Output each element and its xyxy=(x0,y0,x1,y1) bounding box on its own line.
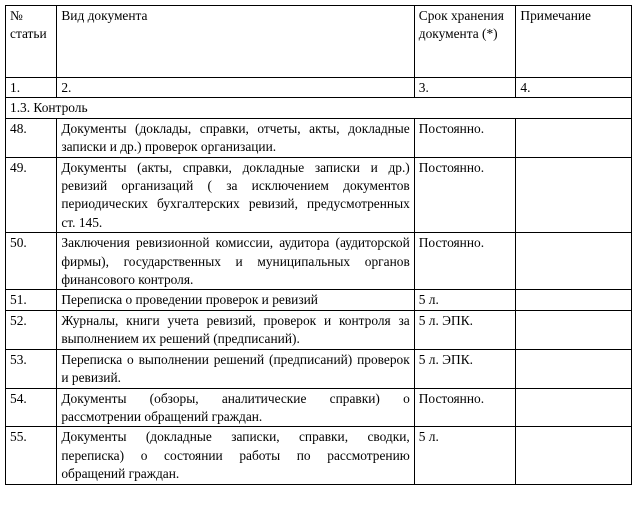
column-number-2: 2. xyxy=(57,78,414,98)
retention-term-cell: 5 л. ЭПК. xyxy=(414,310,516,349)
header-row xyxy=(6,6,632,78)
header-retention-term: Срок хранения документа (*) xyxy=(414,6,516,78)
header-note: Примечание xyxy=(516,6,632,78)
article-number-cell: 51. xyxy=(6,290,57,310)
note-cell xyxy=(516,157,632,233)
table-row xyxy=(6,388,632,427)
article-number-cell: 50. xyxy=(6,233,57,290)
article-number-cell: 53. xyxy=(6,349,57,388)
retention-term-cell: 5 л. xyxy=(414,427,516,484)
article-number-cell: 48. xyxy=(6,118,57,157)
table-row xyxy=(6,349,632,388)
table-row xyxy=(6,157,632,233)
retention-term-cell: 5 л. xyxy=(414,290,516,310)
column-number-1: 1. xyxy=(6,78,57,98)
header-article-number: № статьи xyxy=(6,6,57,78)
column-number-4: 4. xyxy=(516,78,632,98)
document-type-cell: Документы (докладные записки, справки, сводки, переписка) о состоянии работы по рассмотрению обращений граждан. xyxy=(57,427,414,484)
document-type-cell: Документы (обзоры, аналитические справки) о рассмотрении обращений граждан. xyxy=(57,388,414,427)
retention-term-cell: Постоянно. xyxy=(414,118,516,157)
column-number-3: 3. xyxy=(414,78,516,98)
note-cell xyxy=(516,290,632,310)
article-number-cell: 55. xyxy=(6,427,57,484)
document-type-cell: Документы (доклады, справки, отчеты, акты, докладные записки и др.) проверок организации. xyxy=(57,118,414,157)
note-cell xyxy=(516,310,632,349)
article-number-cell: 54. xyxy=(6,388,57,427)
table-row xyxy=(6,310,632,349)
retention-term-cell: Постоянно. xyxy=(414,388,516,427)
document-type-cell: Документы (акты, справки, докладные записки и др.) ревизий организаций ( за исключением документов периодических бухгалтерских ревизий, предусмотренных ст. 145. xyxy=(57,157,414,233)
note-cell xyxy=(516,118,632,157)
section-row xyxy=(6,98,632,118)
table-row xyxy=(6,118,632,157)
document-type-cell: Переписка о выполнении решений (предписаний) проверок и ревизий. xyxy=(57,349,414,388)
article-number-cell: 49. xyxy=(6,157,57,233)
column-numbering-row xyxy=(6,78,632,98)
note-cell xyxy=(516,427,632,484)
section-title: 1.3. Контроль xyxy=(6,98,632,118)
retention-term-cell: 5 л. ЭПК. xyxy=(414,349,516,388)
note-cell xyxy=(516,388,632,427)
table-row xyxy=(6,427,632,484)
table-body xyxy=(6,118,632,484)
document-type-cell: Журналы, книги учета ревизий, проверок и контроля за выполнением их решений (предписаний). xyxy=(57,310,414,349)
document-type-cell: Переписка о проведении проверок и ревизий xyxy=(57,290,414,310)
retention-table xyxy=(5,5,632,485)
table-row xyxy=(6,233,632,290)
table-row xyxy=(6,290,632,310)
document-type-cell: Заключения ревизионной комиссии, аудитора (аудиторской фирмы), государственных и муниципальных органов финансового контроля. xyxy=(57,233,414,290)
note-cell xyxy=(516,349,632,388)
header-document-type: Вид документа xyxy=(57,6,414,78)
retention-term-cell: Постоянно. xyxy=(414,233,516,290)
article-number-cell: 52. xyxy=(6,310,57,349)
note-cell xyxy=(516,233,632,290)
retention-term-cell: Постоянно. xyxy=(414,157,516,233)
